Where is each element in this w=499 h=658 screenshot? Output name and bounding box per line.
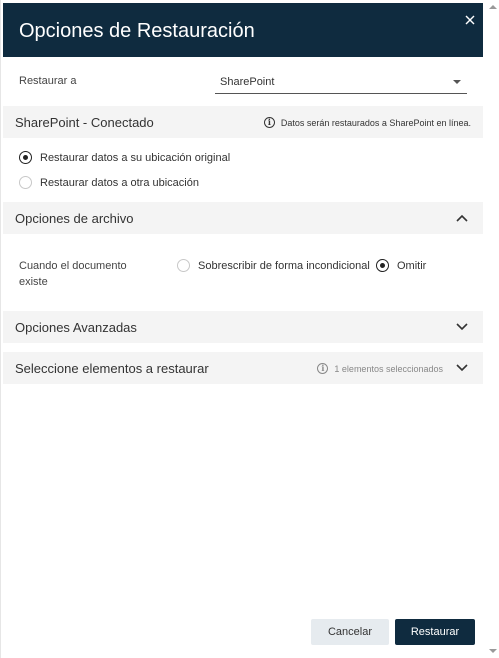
scroll-down-arrow-icon[interactable] — [488, 647, 498, 655]
radio-overwrite-label: Sobrescribir de forma incondicional — [198, 259, 370, 272]
select-items-info-text: 1 elementos seleccionados — [334, 363, 443, 374]
cancel-button[interactable]: Cancelar — [311, 619, 389, 645]
caret-down-icon — [453, 80, 461, 84]
radio-button[interactable] — [177, 259, 190, 272]
file-exists-condition-label: Cuando el documento existe — [19, 260, 127, 288]
radio-overwrite[interactable] — [177, 259, 370, 272]
sharepoint-info-text: Datos serán restaurados a SharePoint en línea. — [280, 117, 471, 128]
radio-original-location-label: Restaurar datos a su ubicación original — [40, 151, 231, 164]
chevron-down-icon[interactable] — [455, 362, 469, 374]
restore-to-dropdown[interactable] — [215, 70, 467, 94]
info-icon: i — [264, 117, 275, 128]
file-options-section-header[interactable] — [3, 202, 483, 234]
radio-other-location-label: Restaurar datos a otra ubicación — [40, 176, 199, 189]
radio-button[interactable] — [19, 176, 32, 189]
restore-to-selected: SharePoint — [220, 76, 275, 88]
close-icon[interactable] — [461, 11, 479, 29]
sharepoint-section-title: SharePoint - Conectado — [15, 115, 154, 130]
dialog-header — [3, 3, 483, 57]
radio-skip-label: Omitir — [397, 259, 427, 272]
radio-original-location[interactable] — [19, 151, 230, 164]
radio-button[interactable] — [376, 259, 389, 272]
restore-to-label: Restaurar a — [19, 75, 77, 87]
advanced-options-title: Opciones Avanzadas — [15, 320, 137, 335]
select-items-info-note — [317, 363, 443, 374]
select-items-section-header[interactable] — [3, 352, 483, 384]
radio-skip[interactable] — [376, 259, 426, 272]
sharepoint-info-note — [264, 117, 471, 128]
chevron-up-icon[interactable] — [455, 212, 469, 224]
restore-button[interactable]: Restaurar — [395, 619, 475, 645]
select-items-title: Seleccione elementos a restaurar — [15, 361, 209, 376]
chevron-down-icon[interactable] — [455, 321, 469, 333]
radio-button[interactable] — [19, 151, 32, 164]
scroll-up-arrow-icon[interactable] — [488, 3, 498, 11]
scrollbar[interactable] — [486, 0, 499, 658]
file-options-title: Opciones de archivo — [15, 211, 134, 226]
dialog-title: Opciones de Restauración — [19, 20, 255, 42]
radio-other-location[interactable] — [19, 176, 199, 189]
info-icon: i — [317, 363, 328, 374]
sharepoint-section-header — [3, 106, 483, 138]
advanced-options-section-header[interactable] — [3, 311, 483, 343]
